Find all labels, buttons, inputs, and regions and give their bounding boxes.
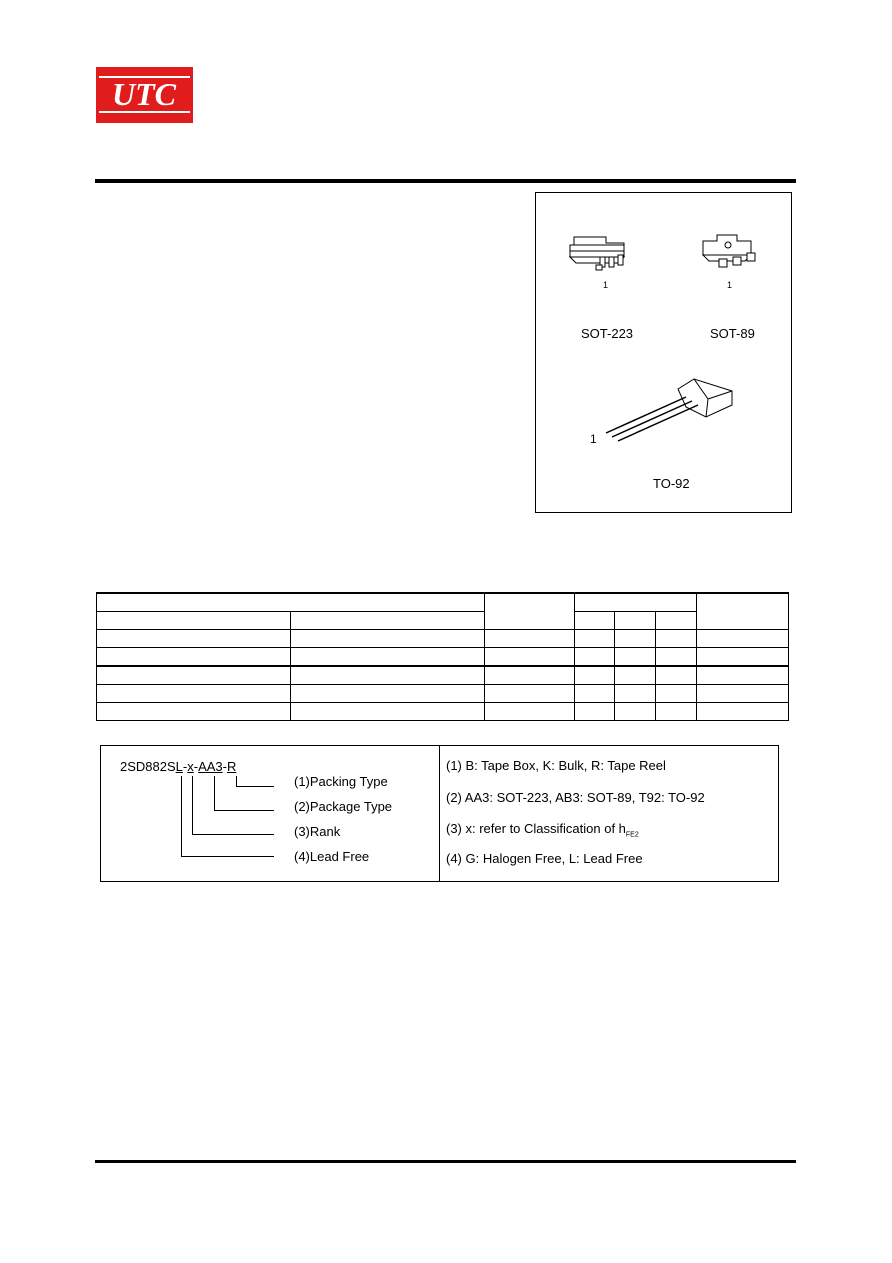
- table-row: [97, 648, 789, 667]
- sot223-pin-label: 1: [603, 280, 609, 290]
- note-rank-text: (3) x: refer to Classification of h: [446, 821, 626, 836]
- package-type-label: (2)Package Type: [294, 799, 393, 814]
- to92-drawing: [596, 375, 736, 455]
- note-package: (2) AA3: SOT-223, AB3: SOT-89, T92: TO-92: [446, 790, 705, 805]
- footer-rule: [95, 1160, 796, 1163]
- part-base: 2SD882S: [120, 759, 176, 774]
- table-header-row: [97, 593, 789, 612]
- table-row: [97, 703, 789, 721]
- logo-text: UTC: [112, 76, 176, 112]
- sot89-label: SOT-89: [710, 326, 755, 341]
- table-cell: [97, 612, 291, 630]
- sot89-drawing: [699, 231, 769, 276]
- part-sep: -: [182, 759, 188, 774]
- logo-lettering: [96, 67, 193, 123]
- sot223-label: SOT-223: [581, 326, 634, 341]
- table-cell: [697, 593, 789, 630]
- table-cell: [656, 612, 697, 630]
- leader-line: [214, 776, 215, 810]
- note-packing: (1) B: Tape Box, K: Bulk, R: Tape Reel: [446, 758, 666, 773]
- part-sep: -: [222, 759, 227, 774]
- sot223-drawing: [566, 231, 636, 276]
- to92-pin-label: 1: [590, 432, 597, 446]
- ordering-table: [96, 592, 789, 721]
- table-row: [97, 630, 789, 648]
- part-package-code: AA3: [198, 759, 223, 774]
- note-rank: [446, 821, 639, 839]
- leader-line: [192, 776, 193, 834]
- table-cell: [575, 593, 697, 612]
- part-rank-code: x: [187, 759, 194, 774]
- sot89-pin-label: 1: [727, 280, 733, 290]
- leader-line: [192, 834, 274, 835]
- table-cell: [97, 593, 485, 612]
- table-cell: [485, 593, 575, 630]
- table-row: [97, 666, 789, 685]
- table-subheader-row: [97, 612, 789, 630]
- leader-line: [181, 776, 182, 856]
- rank-label: (3)Rank: [294, 824, 341, 839]
- note-rank-subscript: FE2: [625, 831, 639, 839]
- header-rule: [95, 179, 796, 183]
- table-cell: [615, 612, 656, 630]
- table-cell: [575, 612, 615, 630]
- packing-type-label: (1)Packing Type: [294, 774, 388, 789]
- notation-divider: [439, 745, 440, 882]
- utc-logo: [96, 67, 193, 123]
- leader-line: [214, 810, 274, 811]
- leader-line: [236, 776, 237, 786]
- lead-free-label: (4)Lead Free: [294, 849, 370, 864]
- part-lead-code: L: [175, 759, 183, 774]
- leader-line: [181, 856, 274, 857]
- part-packing-code: R: [227, 759, 237, 774]
- to92-label: TO-92: [653, 476, 690, 491]
- table-cell: [291, 612, 485, 630]
- part-sep: -: [193, 759, 199, 774]
- leader-line: [236, 786, 274, 787]
- table-row: [97, 685, 789, 703]
- part-number: [120, 759, 236, 774]
- package-box: [535, 192, 792, 513]
- note-lead: (4) G: Halogen Free, L: Lead Free: [446, 851, 643, 866]
